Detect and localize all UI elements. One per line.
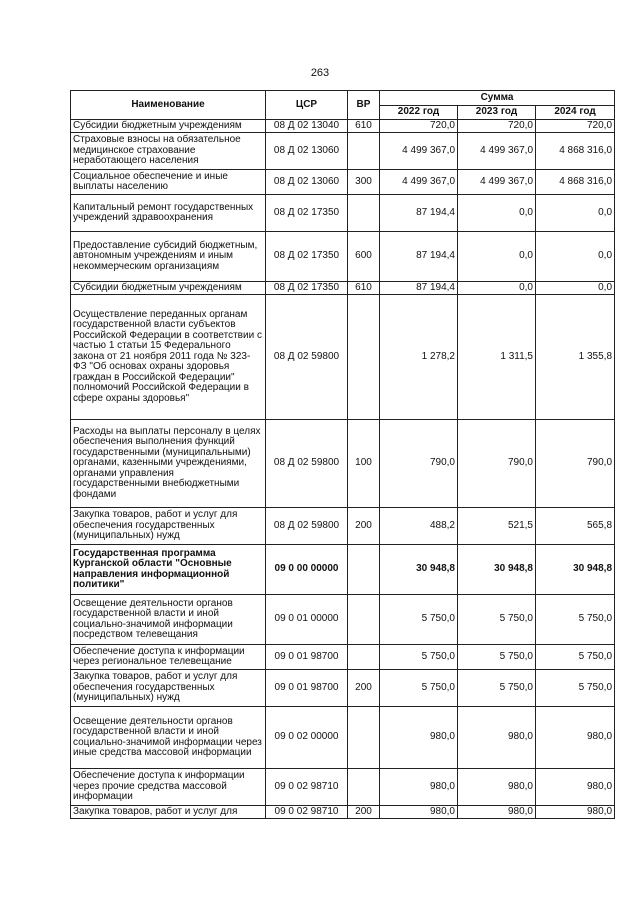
table-row-program bbox=[71, 545, 615, 595]
table-row bbox=[71, 806, 615, 819]
header-sum: Сумма bbox=[380, 91, 615, 106]
row-2022: 1 278,2 bbox=[380, 295, 458, 420]
row-2023: 30 948,8 bbox=[458, 545, 536, 595]
row-csr: 09 0 00 00000 bbox=[266, 545, 348, 595]
row-vr bbox=[348, 595, 380, 645]
row-vr: 200 bbox=[348, 806, 380, 819]
row-name: Освещение деятельности органов государственной власти и иной социально-значимой информации посредством телевещания bbox=[71, 595, 266, 645]
row-vr bbox=[348, 133, 380, 170]
table-row bbox=[71, 295, 615, 420]
row-2023: 5 750,0 bbox=[458, 645, 536, 670]
row-csr: 08 Д 02 17350 bbox=[266, 282, 348, 295]
row-vr: 300 bbox=[348, 170, 380, 195]
row-2023: 521,5 bbox=[458, 508, 536, 545]
row-2023: 790,0 bbox=[458, 420, 536, 508]
row-vr bbox=[348, 707, 380, 769]
row-csr: 08 Д 02 17350 bbox=[266, 232, 348, 282]
row-2024: 720,0 bbox=[536, 120, 615, 133]
row-name: Обеспечение доступа к информации через прочие средства массовой информации bbox=[71, 769, 266, 806]
row-2023: 720,0 bbox=[458, 120, 536, 133]
page-number: 263 bbox=[310, 67, 330, 79]
table-row bbox=[71, 508, 615, 545]
row-2024: 5 750,0 bbox=[536, 595, 615, 645]
row-2023: 5 750,0 bbox=[458, 670, 536, 707]
row-csr: 08 Д 02 59800 bbox=[266, 508, 348, 545]
table-row bbox=[71, 707, 615, 769]
row-2023: 980,0 bbox=[458, 806, 536, 819]
table-row bbox=[71, 170, 615, 195]
row-2023: 4 499 367,0 bbox=[458, 170, 536, 195]
row-2022: 87 194,4 bbox=[380, 282, 458, 295]
row-vr: 200 bbox=[348, 508, 380, 545]
row-2023: 980,0 bbox=[458, 707, 536, 769]
row-2022: 87 194,4 bbox=[380, 195, 458, 232]
row-name: Субсидии бюджетным учреждениям bbox=[71, 282, 266, 295]
table-row bbox=[71, 595, 615, 645]
row-2022: 5 750,0 bbox=[380, 595, 458, 645]
row-name: Закупка товаров, работ и услуг для обеспечения государственных (муниципальных) нужд bbox=[71, 670, 266, 707]
row-2023: 5 750,0 bbox=[458, 595, 536, 645]
table-row bbox=[71, 232, 615, 282]
row-2022: 87 194,4 bbox=[380, 232, 458, 282]
row-csr: 08 Д 02 13060 bbox=[266, 170, 348, 195]
row-csr: 09 0 02 98710 bbox=[266, 806, 348, 819]
row-2022: 980,0 bbox=[380, 769, 458, 806]
row-name: Капитальный ремонт государственных учреждений здравоохранения bbox=[71, 195, 266, 232]
row-name: Страховые взносы на обязательное медицинское страхование неработающего населения bbox=[71, 133, 266, 170]
row-2024: 0,0 bbox=[536, 282, 615, 295]
row-2023: 1 311,5 bbox=[458, 295, 536, 420]
row-name: Социальное обеспечение и иные выплаты населению bbox=[71, 170, 266, 195]
row-vr: 600 bbox=[348, 232, 380, 282]
row-2024: 5 750,0 bbox=[536, 645, 615, 670]
row-csr: 09 0 01 00000 bbox=[266, 595, 348, 645]
row-csr: 08 Д 02 59800 bbox=[266, 420, 348, 508]
row-2022: 980,0 bbox=[380, 707, 458, 769]
row-vr: 610 bbox=[348, 120, 380, 133]
row-name: Расходы на выплаты персоналу в целях обеспечения выполнения функций государственными (муниципальными) органами, казенными учреждениями, органами управления государственными внебюджетными фондами bbox=[71, 420, 266, 508]
table-row bbox=[71, 120, 615, 133]
row-vr: 610 bbox=[348, 282, 380, 295]
budget-table bbox=[70, 90, 615, 819]
row-2022: 5 750,0 bbox=[380, 645, 458, 670]
table-row bbox=[71, 670, 615, 707]
row-2023: 0,0 bbox=[458, 232, 536, 282]
row-csr: 09 0 02 98710 bbox=[266, 769, 348, 806]
header-year-2022: 2022 год bbox=[380, 106, 458, 120]
row-2023: 980,0 bbox=[458, 769, 536, 806]
row-2022: 30 948,8 bbox=[380, 545, 458, 595]
row-csr: 08 Д 02 13060 bbox=[266, 133, 348, 170]
row-2024: 30 948,8 bbox=[536, 545, 615, 595]
row-csr: 08 Д 02 17350 bbox=[266, 195, 348, 232]
header-csr: ЦСР bbox=[266, 91, 348, 120]
row-2022: 5 750,0 bbox=[380, 670, 458, 707]
row-name: Освещение деятельности органов государственной власти и иной социально-значимой информации через иные средства массовой информации bbox=[71, 707, 266, 769]
row-name: Осуществление переданных органам государственной власти субъектов Российской Федерации в соответствии с частью 1 статьи 15 Федерального закона от 21 ноября 2011 года № 323-ФЗ "Об основах охраны здоровья граждан в Российской Федерации" полномочий Российской Федерации в сфере охраны здоровья" bbox=[71, 295, 266, 420]
row-2024: 980,0 bbox=[536, 806, 615, 819]
row-csr: 09 0 01 98700 bbox=[266, 670, 348, 707]
table-row bbox=[71, 133, 615, 170]
row-name: Обеспечение доступа к информации через региональное телевещание bbox=[71, 645, 266, 670]
row-csr: 08 Д 02 59800 bbox=[266, 295, 348, 420]
header-year-2024: 2024 год bbox=[536, 106, 615, 120]
row-name: Закупка товаров, работ и услуг для обеспечения государственных (муниципальных) нужд bbox=[71, 508, 266, 545]
row-2022: 4 499 367,0 bbox=[380, 170, 458, 195]
header-vr: ВР bbox=[348, 91, 380, 120]
row-vr bbox=[348, 769, 380, 806]
row-name: Государственная программа Курганской области "Основные направления информационной политики" bbox=[71, 545, 266, 595]
row-2022: 790,0 bbox=[380, 420, 458, 508]
row-name: Закупка товаров, работ и услуг для bbox=[71, 806, 266, 819]
row-2024: 790,0 bbox=[536, 420, 615, 508]
table-row bbox=[71, 282, 615, 295]
table-row bbox=[71, 420, 615, 508]
header-year-2023: 2023 год bbox=[458, 106, 536, 120]
row-vr: 200 bbox=[348, 670, 380, 707]
row-2024: 980,0 bbox=[536, 769, 615, 806]
row-name: Предоставление субсидий бюджетным, автономным учреждениям и иным некоммерческим организациям bbox=[71, 232, 266, 282]
row-name: Субсидии бюджетным учреждениям bbox=[71, 120, 266, 133]
row-2024: 980,0 bbox=[536, 707, 615, 769]
row-2022: 4 499 367,0 bbox=[380, 133, 458, 170]
row-2024: 1 355,8 bbox=[536, 295, 615, 420]
row-2023: 0,0 bbox=[458, 195, 536, 232]
table-row bbox=[71, 195, 615, 232]
row-2024: 0,0 bbox=[536, 232, 615, 282]
row-2023: 0,0 bbox=[458, 282, 536, 295]
table-row bbox=[71, 769, 615, 806]
row-vr: 100 bbox=[348, 420, 380, 508]
row-vr bbox=[348, 545, 380, 595]
row-2024: 0,0 bbox=[536, 195, 615, 232]
row-2022: 720,0 bbox=[380, 120, 458, 133]
row-vr bbox=[348, 645, 380, 670]
row-2022: 980,0 bbox=[380, 806, 458, 819]
row-vr bbox=[348, 295, 380, 420]
row-csr: 09 0 02 00000 bbox=[266, 707, 348, 769]
row-vr bbox=[348, 195, 380, 232]
table-row bbox=[71, 645, 615, 670]
row-2023: 4 499 367,0 bbox=[458, 133, 536, 170]
row-csr: 09 0 01 98700 bbox=[266, 645, 348, 670]
row-2024: 4 868 316,0 bbox=[536, 170, 615, 195]
header-name: Наименование bbox=[71, 91, 266, 120]
row-2024: 565,8 bbox=[536, 508, 615, 545]
row-2024: 5 750,0 bbox=[536, 670, 615, 707]
row-2024: 4 868 316,0 bbox=[536, 133, 615, 170]
row-2022: 488,2 bbox=[380, 508, 458, 545]
row-csr: 08 Д 02 13040 bbox=[266, 120, 348, 133]
